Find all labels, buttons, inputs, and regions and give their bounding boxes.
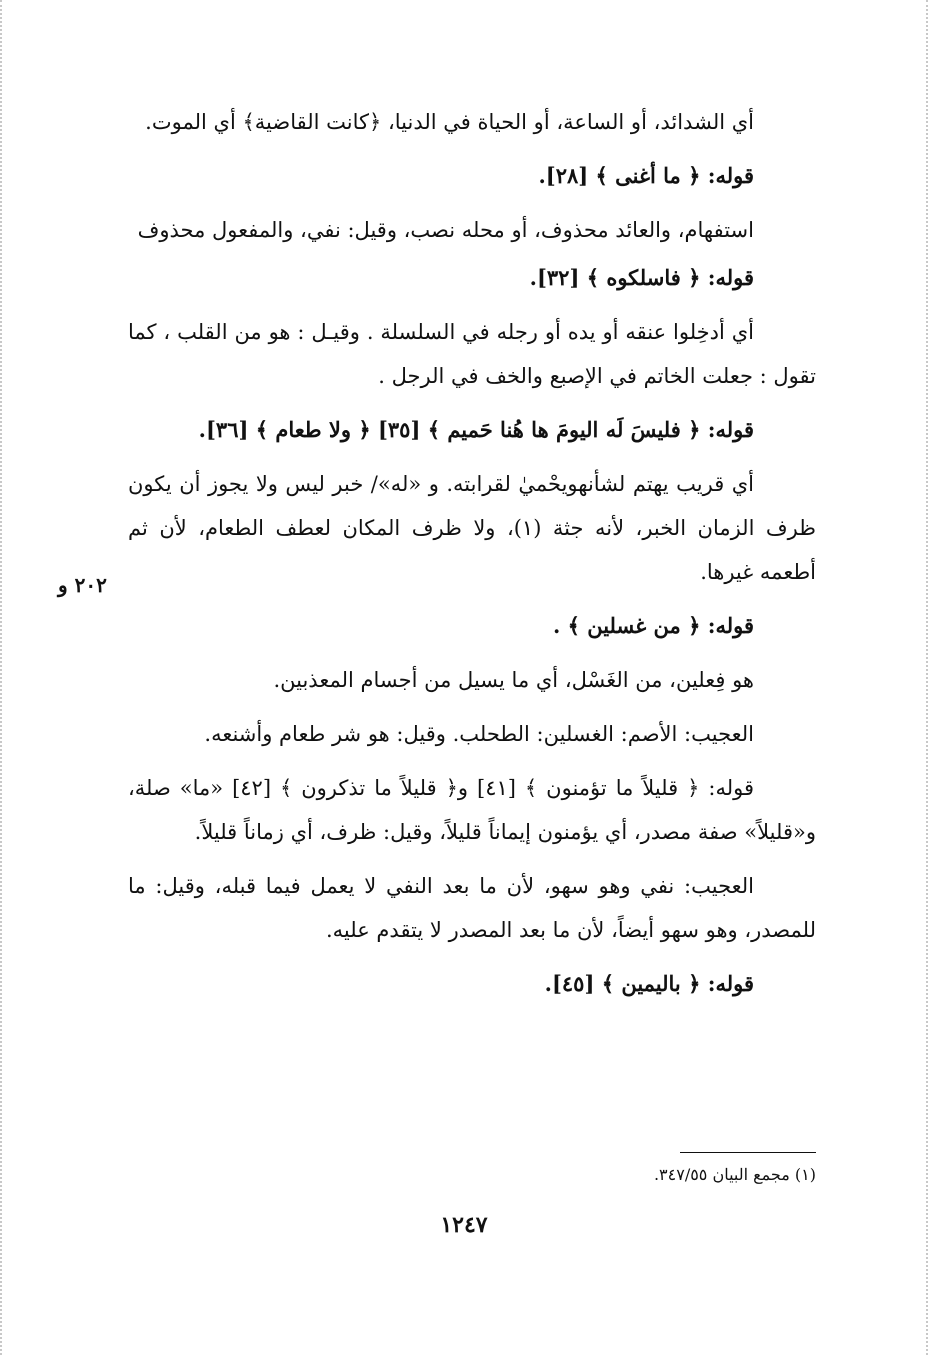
paragraph: أي أدخِلوا عنقه أو يده أو رجله في السلسلة . وقيـل : هو من القلب ، كما تقول : جعلت الخاتم في الإصبع والخف في الرجل . [128,320,816,388]
paragraph: أي قريب يهتم لشأنهويحْميٰ لقرابته. و «له»/ خبر ليس ولا يجوز أن يكون ظرف الزمان الخبر، لأنه جثة (١)، ولا ظرف المكان لعطف الطعام، لأن ثم أطعمه غيرها. [128,472,816,584]
page-number: ١٢٤٧ [440,1212,488,1238]
footnote-divider [680,1152,816,1153]
paragraph: قوله: ﴿ قليلاً ما تؤمنون ﴾ [٤١] و﴿ قليلاً ما تذكرون ﴾ [٤٢] «ما» صلة، و«قليلاً» صفة مصدر، أي يؤمنون إيماناً قليلاً، وقيل: ظرف، أي زماناً قليلاً. [128,776,816,844]
paragraph: العجيب: الأصم: الغسلين: الطحلب. وقيل: هو شر طعام وأشنعه. [204,722,754,746]
main-text [128,100,816,1006]
paragraph-quote: قوله: ﴿ فاسلكوه ﴾ [٣٢]. [529,265,754,290]
paragraph-quote: قوله: ﴿ من غسلين ﴾ . [553,613,754,638]
margin-folio-note: ٢٠٢ و [58,573,107,597]
paragraph: العجيب: نفي وهو سهو، لأن ما بعد النفي لا يعمل فيما قبله، وقيل: ما للمصدر، وهو سهو أيضاً، لأن ما بعد المصدر لا يتقدم عليه. [128,874,816,942]
paragraph: هو فِعلين، من الغَسْل، أي ما يسيل من أجسام المعذبين. [273,668,754,692]
paragraph-quote: قوله: ﴿ باليمين ﴾ [٤٥]. [544,971,754,996]
paragraph-quote: قوله: ﴿ ما أغنى ﴾ [٢٨]. [538,163,754,188]
paragraph-quote: قوله: ﴿ فليسَ لَه اليومَ ها هُنا حَميم ﴾ [٣٥] ﴿ ولا طعام ﴾ [٣٦]. [198,417,754,442]
paragraph: استفهام، والعائد محذوف، أو محله نصب، وقيل: نفي، والمفعول محذوف [137,218,754,242]
paragraph: أي الشدائد، أو الساعة، أو الحياة في الدنيا، ﴿كانت القاضية﴾ أي الموت. [145,110,754,134]
footnote: (١) مجمع البيان ٣٤٧/٥٥. [653,1165,816,1184]
